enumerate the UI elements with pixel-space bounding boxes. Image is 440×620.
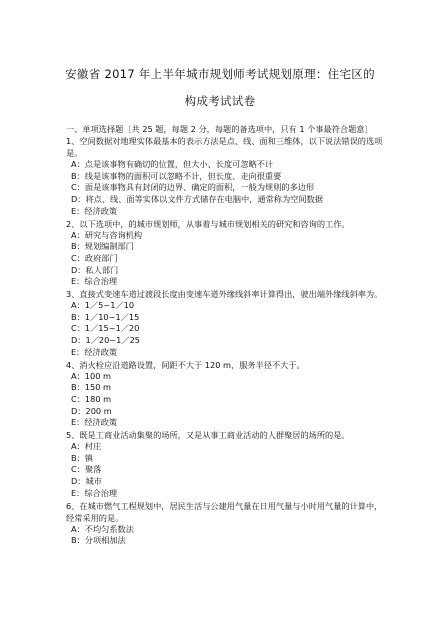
option-c: C：面是该事物具有封闭的边界、确定的面积，一般为规则的多边形 <box>71 182 315 193</box>
question-4 <box>66 359 386 430</box>
option-b: B：分项相加法 <box>71 535 126 546</box>
question-stem: 2、以下选项中，的城市规划师，从事着与城市规划相关的研究和咨询的工作。 <box>66 218 350 229</box>
option-b: B：规划编制部门 <box>71 241 134 252</box>
question-stem: 4、消火栓应沿道路设置，间距不大于 120 m，服务半径不大于。 <box>66 359 305 370</box>
document-title-line-1: 安徽省 2017 年上半年城市规划师考试规划原理：住宅区的 <box>65 67 375 81</box>
question-1 <box>66 135 386 218</box>
option-d: D：1／20~1／25 <box>71 335 140 346</box>
option-e: E：经济政策 <box>71 417 118 428</box>
question-3 <box>66 288 386 359</box>
question-stem: 3、直接式变速车道过渡段长度由变速车道外缘线斜率计算得出，驶出端外缘线斜率为。 <box>66 289 383 300</box>
option-d: D：将点、线、面等实体以文件方式储存在电脑中，通常称为空间数据 <box>71 194 323 205</box>
question-2 <box>66 218 386 289</box>
question-stem: 6、在城市燃气工程规划中，居民生活与公建用气量在日用气量与小时用气量的计算中，经常采用的是。 <box>66 500 383 523</box>
option-b: B：线是该事物的面积可以忽略不计，但长度、走向很重要 <box>71 170 282 181</box>
option-d: D：私人部门 <box>71 264 119 275</box>
option-a: A：1／5~1／10 <box>71 300 135 311</box>
option-d: D：城市 <box>71 476 102 487</box>
section-heading: 一、单项选择题〔共 25 题，每题 2 分，每题的备选项中，只有 1 个事最符合题意〕 <box>66 124 373 134</box>
option-a: A：村庄 <box>71 441 102 452</box>
option-c: C：聚落 <box>71 464 102 475</box>
option-c: C：政府部门 <box>71 252 118 263</box>
option-a: A：100 m <box>71 370 111 381</box>
question-6 <box>66 500 386 547</box>
option-e: E：综合治理 <box>71 276 118 287</box>
question-5 <box>66 429 386 500</box>
option-e: E：综合治理 <box>71 487 118 498</box>
option-c: C：1／15~1／20 <box>71 323 140 334</box>
option-b: B：150 m <box>71 382 112 393</box>
option-a: A：不均匀系数法 <box>71 523 134 534</box>
document-title-line-2: 构成考试试卷 <box>184 94 256 108</box>
option-e: E：经济政策 <box>71 346 118 357</box>
document-body <box>66 123 386 547</box>
option-b: B：镇 <box>71 452 93 463</box>
question-stem: 5、既是工商业活动集聚的场所，又是从事工商业活动的人群聚居的场所的是。 <box>66 430 350 441</box>
option-a: A：点是该事物有确切的位置，但大小、长度可忽略不计 <box>71 159 274 169</box>
option-c: C：180 m <box>71 393 112 404</box>
option-b: B：1／10~1／15 <box>71 311 140 322</box>
option-e: E：经济政策 <box>71 205 118 216</box>
option-d: D：200 m <box>71 405 112 416</box>
question-stem: 1、空间数据对地理实体最基本的表示方法是点、线、面和三维体，以下说法错误的选项是。 <box>66 136 383 158</box>
option-a: A：研究与咨询机构 <box>71 229 143 240</box>
